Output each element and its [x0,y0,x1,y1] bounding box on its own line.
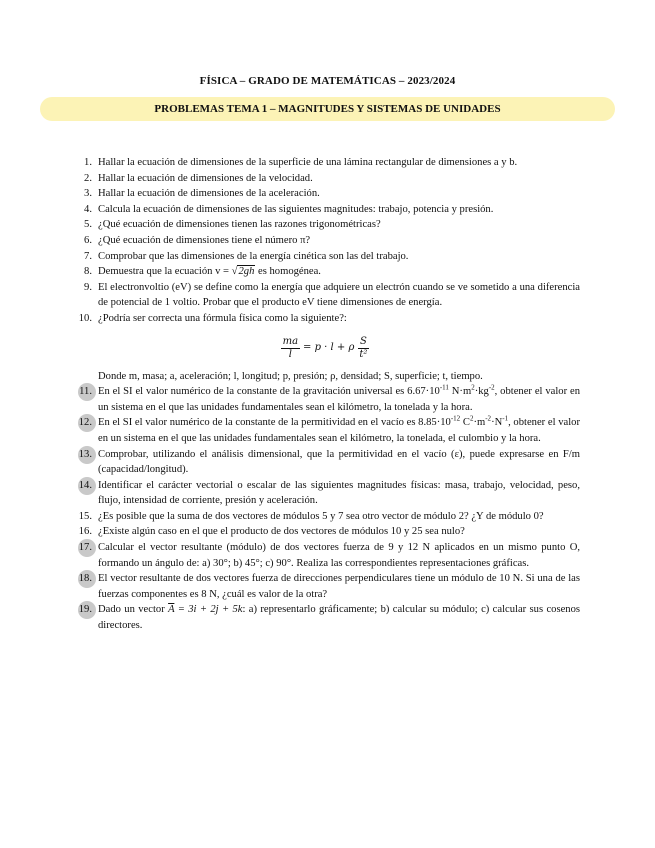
problem-text: Comprobar que las dimensiones de la energía cinética son las del trabajo. [98,250,409,262]
problem-text: Identificar el carácter vectorial o escalar de las siguientes magnitudes físicas: masa, trabajo, velocidad, peso, flujo, intensidad de corriente, presión y aceleración. [98,479,580,507]
problem-number: 15. [78,510,92,522]
exponent: 2 [471,383,475,392]
problem-text: Calcula la ecuación de dimensiones de las siguientes magnitudes: trabajo, potencia y presión. [98,203,494,215]
text-part: C [460,417,470,429]
problem-number: 5. [84,219,92,231]
fraction-denominator: l [288,348,292,360]
problem-number: 12. [70,415,92,431]
text-part: : a) representarlo gráficamente; b) calcular su módulo; c) calcular sus cosenos directores. [98,604,580,632]
exponent: -1 [502,414,509,423]
problem-number: 9. [84,281,92,293]
problem-13 [70,447,580,478]
vector-expression: = 3i + 2j + 5k [174,604,243,616]
problem-number: 1. [84,157,92,168]
fraction-denominator: t² [359,348,368,360]
problem-12 [70,415,580,446]
exponent: 2 [469,414,474,423]
problem-2 [70,171,580,187]
problem-6 [70,233,580,249]
problem-16 [70,524,580,540]
problem-text: Hallar la ecuación de dimensiones de la superficie de una lámina rectangular de dimensiones a y b. [98,157,518,168]
formula-middle: = p · l + ρ [303,342,355,354]
exponent: -12 [450,414,461,423]
problem-15 [70,509,580,525]
problem-text: Demuestra que la ecuación v = [98,266,232,278]
fraction-numerator: ma [282,335,299,347]
document-title: FÍSICA – GRADO DE MATEMÁTICAS – 2023/2024 [199,75,456,87]
text-part: En el SI el valor numérico de la constante de la gravitación universal es 6.67·10 [98,386,440,398]
vector-symbol: $\overline{A}$ [168,604,175,616]
text-part: , obtener el valor en un sistema en el que las unidades fundamentales sean el kilómetro, la tonelada, el culombio y la hora. [98,417,580,444]
problem-text: El electronvoltio (eV) se define como la energía que adquiere un electrón cuando se ve sometido a una diferencia de potencial de 1 voltio. Probar que el producto eV tiene dimensiones de energía. [98,281,580,309]
problem-number: 2. [84,172,92,184]
problem-number: 7. [84,250,92,262]
problem-9 [70,280,580,311]
problem-text: Hallar la ecuación de dimensiones de la aceleración. [98,188,320,200]
problem-5 [70,217,580,233]
formula-legend: Donde m, masa; a, aceleración; l, longitud; p, presión; ρ, densidad; S, superficie; t, tiempo. [98,370,483,382]
problem-11 [70,384,580,415]
problem-text-end: es homogénea. [255,266,321,278]
problem-number: 17. [70,540,92,556]
problem-number: 6. [84,234,92,246]
fraction-numerator: S [359,335,367,347]
problem-number: 3. [84,188,92,200]
fraction-right [357,336,369,361]
problem-number: 11. [70,384,92,400]
problem-18 [70,571,580,602]
problem-text: Comprobar, utilizando el análisis dimensional, que la permitividad en el vacío (ε), puede expresarse en F/m (capacidad/longitud). [98,448,580,476]
problem-text: ¿Existe algún caso en el que el producto de dos vectores de módulos 10 y 25 sea nulo? [98,526,465,538]
problem-text [98,414,580,444]
problem-number: 13. [70,447,92,463]
problem-number: 16. [78,526,92,538]
text-part: , obtener el valor en un sistema en el que las unidades fundamentales sean el kilómetro, la tonelada y la hora. [98,386,580,413]
problem-10 [70,311,580,327]
problem-text: El vector resultante de dos vectores fuerza de direcciones perpendiculares tiene un módulo de 10 N. Si una de las fuerzas componentes es 8 N, ¿cuál es valor de la otra? [98,573,580,600]
problem-text: Calcular el vector resultante (módulo) de dos vectores fuerza de 9 y 12 N aplicados en un mismo punto O, formando un ángulo de: a) 30°; b) 45°; c) 90°. Realiza las correspondientes representaciones gráficas. [98,542,580,569]
exponent: -11 [439,383,449,392]
exponent: -2 [488,383,495,392]
problem-text: ¿Es posible que la suma de dos vectores de módulos 5 y 7 sea otro vector de módulo 2? ¿Y de módulo 0? [98,510,544,522]
problem-1 [70,155,580,171]
exponent: -2 [485,414,492,423]
text-part: Dado un vector [98,604,169,616]
problem-17 [70,540,580,571]
formula [70,336,580,361]
problem-7 [70,249,580,265]
problem-text: ¿Qué ecuación de dimensiones tienen las razones trigonométricas? [98,219,381,231]
text-part: ·kg [474,386,489,398]
problem-text: Hallar la ecuación de dimensiones de la velocidad. [98,172,313,184]
problem-list [70,155,580,634]
section-banner [40,97,615,121]
sqrt-symbol: √ [231,266,238,278]
problem-number: 18. [70,571,92,587]
text-part: ·N [491,417,503,429]
fraction-left [281,336,300,361]
problem-text: ¿Qué ecuación de dimensiones tiene el número π? [98,234,311,246]
sqrt-expression: 2gh [238,266,255,278]
problem-14 [70,478,580,509]
banner-title: PROBLEMAS TEMA 1 – MAGNITUDES Y SISTEMAS DE UNIDADES [154,103,501,115]
problem-number: 14. [70,478,92,494]
text-part: ·m [473,417,486,429]
problem-number: 8. [84,266,92,278]
problem-number: 4. [84,203,92,215]
problem-3 [70,186,580,202]
problem-text [98,604,580,631]
problem-number: 10. [78,312,92,324]
text-part: N·m [448,386,472,398]
problem-19 [70,602,580,633]
text-part: En el SI el valor numérico de la constante de la permitividad en el vacío es 8.85·10 [98,417,451,429]
problem-4 [70,202,580,218]
problem-text: ¿Podría ser correcta una fórmula física como la siguiente?: [98,312,347,324]
problem-number: 19. [70,602,92,618]
problem-8 [70,264,580,280]
problem-text [98,383,580,413]
